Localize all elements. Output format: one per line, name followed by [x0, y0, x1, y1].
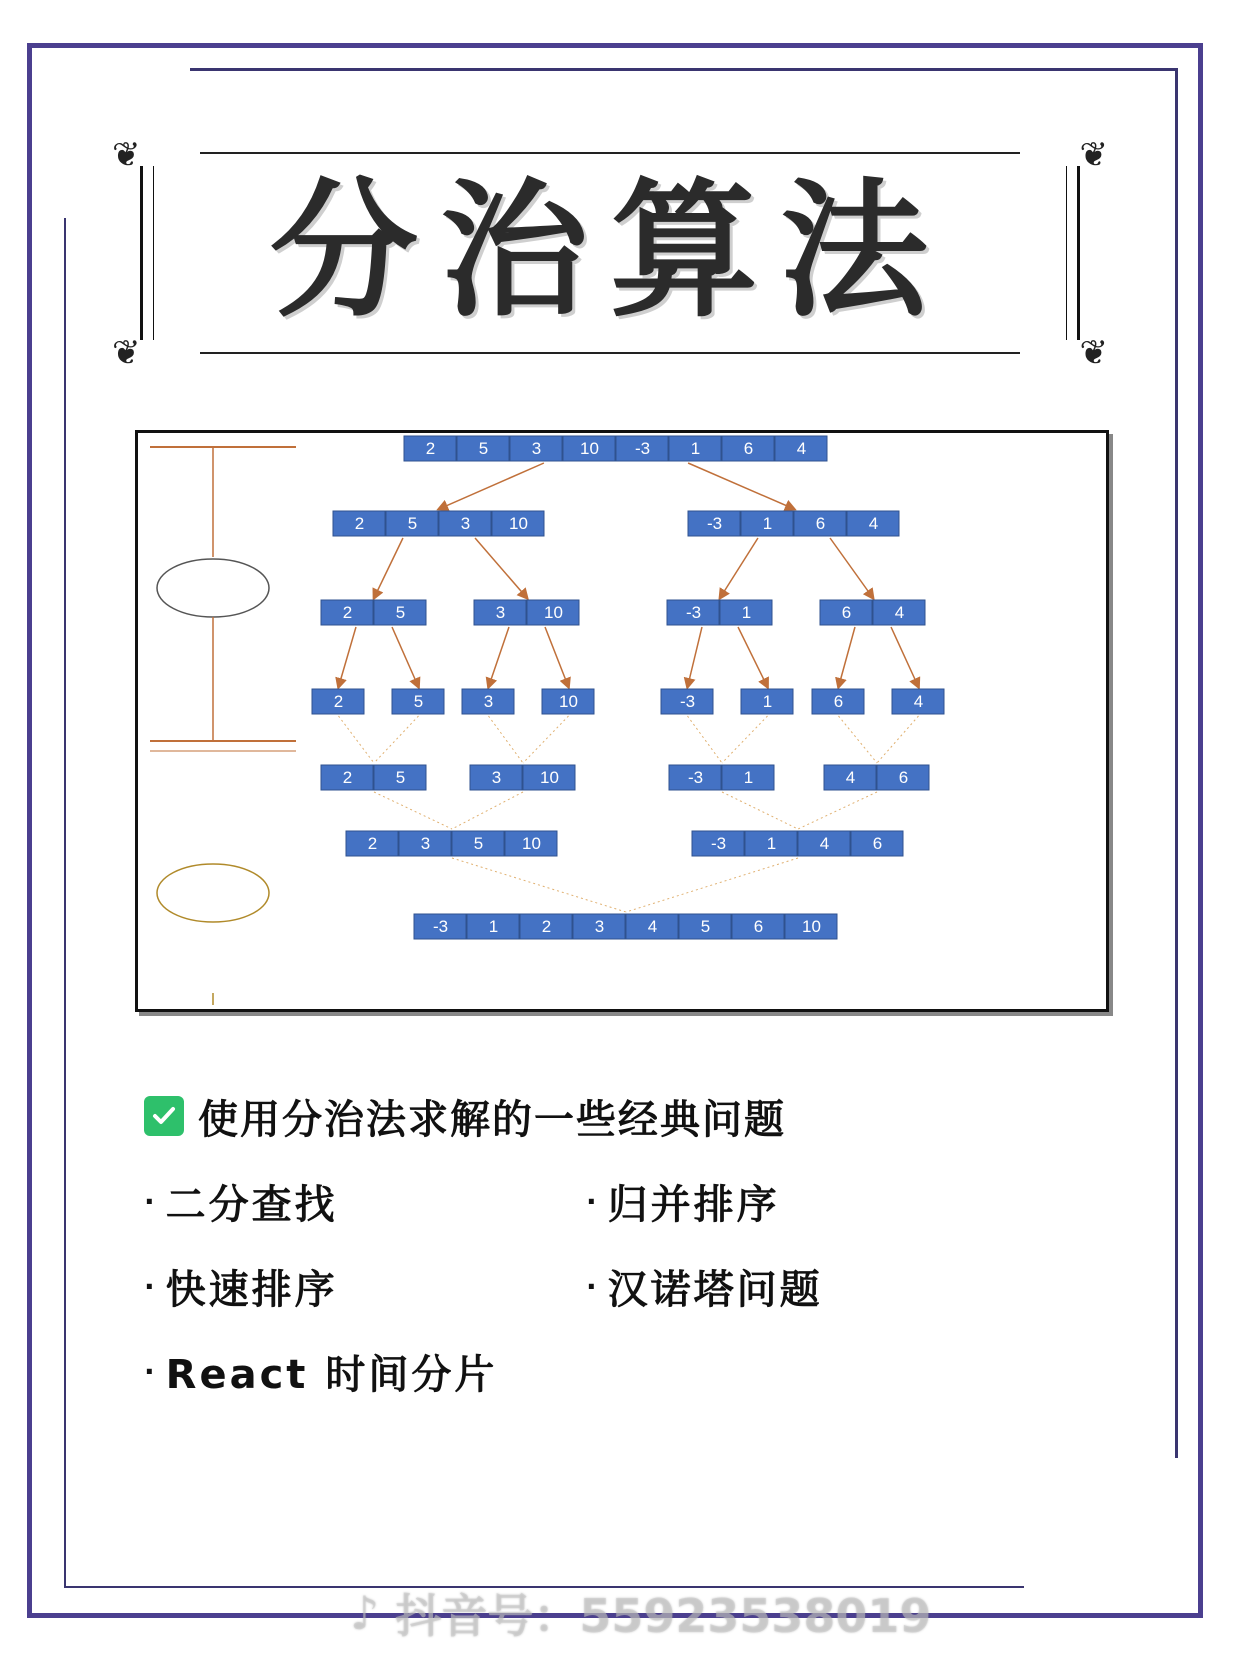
array-cell [510, 436, 562, 461]
merge-line [452, 858, 626, 912]
array-cell [404, 436, 456, 461]
array-cell [626, 914, 678, 939]
array-cell [563, 436, 615, 461]
section-heading [144, 1091, 786, 1141]
section-heading-text: 使用分治法求解的一些经典问题 [198, 1096, 786, 1143]
array-cell-value: 10 [544, 603, 563, 622]
merge-line [339, 716, 375, 763]
array-cell-value: 5 [473, 834, 484, 853]
array-cell-value: 10 [522, 834, 541, 853]
watermark [350, 1580, 931, 1646]
ornament-top-right-icon: ❦ [1079, 135, 1108, 175]
array-cell-value: 5 [478, 439, 489, 458]
array-cell-value: 3 [495, 603, 506, 622]
array-cell [616, 436, 668, 461]
array-cell-value: 1 [741, 603, 752, 622]
list-item: · 归并排序 [586, 1182, 780, 1228]
array-cell [452, 831, 504, 856]
array-cell-value: 2 [425, 439, 436, 458]
array-cell [679, 914, 731, 939]
array-cell [892, 689, 944, 714]
array-cell-value: 4 [647, 917, 658, 936]
merge-line [798, 792, 877, 829]
array-cell [669, 436, 721, 461]
merge-line [839, 716, 878, 763]
array-cell-value: -3 [634, 439, 651, 458]
array-cell-value: 10 [540, 768, 559, 787]
array-cell [798, 831, 850, 856]
array-cell [877, 765, 929, 790]
split-arrow [392, 627, 418, 687]
merge-line [877, 716, 919, 763]
music-note-icon: ♪ [350, 1586, 380, 1640]
array-cell [745, 831, 797, 856]
array-cell [346, 831, 398, 856]
merge-line [374, 716, 419, 763]
array-cell [392, 689, 444, 714]
array-cell [720, 600, 772, 625]
array-cell-value: 4 [913, 692, 924, 711]
array-cell [439, 511, 491, 536]
array-cell [505, 831, 557, 856]
array-cell [824, 765, 876, 790]
array-cell [333, 511, 385, 536]
array-cell [741, 689, 793, 714]
inner-frame-left-line [64, 218, 66, 1588]
array-cell-value: 5 [395, 603, 406, 622]
split-arrow [475, 538, 527, 598]
array-cell-value: 10 [559, 692, 578, 711]
array-cell-value: 1 [762, 514, 773, 533]
list-item: · 快速排序 [144, 1267, 338, 1313]
array-cell-value: 2 [342, 768, 353, 787]
split-arrow [830, 538, 873, 598]
ornament-top-left-icon: ❦ [112, 135, 141, 175]
array-cell-value: -3 [706, 514, 723, 533]
array-cell-value: 2 [367, 834, 378, 853]
array-cell-value: -3 [679, 692, 696, 711]
merge-line [374, 792, 452, 829]
plaque-bottom-line [200, 352, 1020, 354]
array-cell-value: -3 [685, 603, 702, 622]
array-cell-value: 1 [766, 834, 777, 853]
array-cell-value: -3 [710, 834, 727, 853]
inner-frame-right-line [1175, 68, 1178, 1458]
list-item: · React 时间分片 [144, 1352, 498, 1398]
array-cell [667, 600, 719, 625]
split-arrow [545, 627, 568, 687]
array-cell-value: 3 [594, 917, 605, 936]
array-cell-value: 6 [833, 692, 844, 711]
array-cell-value: 2 [354, 514, 365, 533]
array-cell [462, 689, 514, 714]
checkmark-icon [144, 1096, 184, 1136]
array-cell [312, 689, 364, 714]
array-cell-value: -3 [432, 917, 449, 936]
split-arrow [720, 538, 758, 598]
merge-line [452, 792, 523, 829]
left-ref-ellipse-2 [157, 864, 269, 922]
array-cell [474, 600, 526, 625]
array-cell [374, 765, 426, 790]
array-cell [527, 600, 579, 625]
merge-line [688, 716, 723, 763]
array-cell-value: 2 [342, 603, 353, 622]
array-cell-value: 6 [841, 603, 852, 622]
split-arrow [688, 463, 794, 509]
array-cell-value: 5 [407, 514, 418, 533]
split-arrow [339, 627, 356, 687]
array-cell-value: 10 [509, 514, 528, 533]
array-cell-value: 1 [488, 917, 499, 936]
merge-line [722, 792, 798, 829]
array-cell [812, 689, 864, 714]
array-cell-value: 10 [580, 439, 599, 458]
array-cell [520, 914, 572, 939]
split-arrow [688, 627, 702, 687]
array-cell [873, 600, 925, 625]
diagram-canvas [138, 433, 1106, 1009]
array-cell [688, 511, 740, 536]
array-cell [399, 831, 451, 856]
list-item: · 汉诺塔问题 [586, 1267, 823, 1313]
array-cell-value: 4 [845, 768, 856, 787]
array-cell-value: 4 [819, 834, 830, 853]
array-cell-value: -3 [687, 768, 704, 787]
array-cell [661, 689, 713, 714]
array-cell-value: 1 [762, 692, 773, 711]
merge-line [523, 716, 569, 763]
array-cell [414, 914, 466, 939]
array-cell [470, 765, 522, 790]
merge-sort-diagram [135, 430, 1109, 1012]
array-cell-value: 3 [483, 692, 494, 711]
array-cell [692, 831, 744, 856]
left-ref-ellipse-1 [157, 559, 269, 617]
split-arrow [439, 463, 544, 509]
merge-line [626, 858, 798, 912]
array-cell-value: 3 [420, 834, 431, 853]
array-cell [542, 689, 594, 714]
array-cell-value: 2 [333, 692, 344, 711]
array-cell [775, 436, 827, 461]
array-cell-value: 4 [796, 439, 807, 458]
array-cell [851, 831, 903, 856]
array-cell-value: 5 [413, 692, 424, 711]
array-cell [847, 511, 899, 536]
array-cell-value: 10 [802, 917, 821, 936]
array-cell [492, 511, 544, 536]
array-cell-value: 6 [898, 768, 909, 787]
array-cell [669, 765, 721, 790]
array-cell-value: 4 [894, 603, 905, 622]
array-cell-value: 6 [743, 439, 754, 458]
array-cell [820, 600, 872, 625]
plaque-top-line [200, 152, 1020, 154]
title-plaque [112, 135, 1108, 373]
array-cell [794, 511, 846, 536]
list-item: · 二分查找 [144, 1182, 338, 1228]
array-cell-value: 3 [460, 514, 471, 533]
array-cell-value: 5 [395, 768, 406, 787]
split-arrow [374, 538, 403, 598]
array-cell-value: 3 [491, 768, 502, 787]
merge-line [722, 716, 768, 763]
inner-frame-top-line [190, 68, 1177, 71]
split-arrow [489, 627, 509, 687]
array-cell-value: 1 [690, 439, 701, 458]
array-cell [374, 600, 426, 625]
array-cell-value: 1 [743, 768, 754, 787]
array-cell [722, 765, 774, 790]
array-cell-value: 6 [815, 514, 826, 533]
array-cell-value: 3 [531, 439, 542, 458]
ornament-bottom-left-icon: ❦ [112, 333, 141, 373]
array-cell [785, 914, 837, 939]
array-cell [722, 436, 774, 461]
split-arrow [891, 627, 918, 687]
array-cell [573, 914, 625, 939]
array-cell [321, 600, 373, 625]
array-cell [523, 765, 575, 790]
split-arrow [738, 627, 767, 687]
array-cell [386, 511, 438, 536]
array-cell [321, 765, 373, 790]
array-cell [732, 914, 784, 939]
watermark-text: 抖音号：55923538019 [395, 1589, 932, 1643]
array-cell-value: 2 [541, 917, 552, 936]
merge-line [489, 716, 524, 763]
ornament-bottom-right-icon: ❦ [1079, 333, 1108, 373]
array-cell [741, 511, 793, 536]
array-cell-value: 6 [872, 834, 883, 853]
array-cell [457, 436, 509, 461]
page-title: 分治算法 [270, 165, 950, 337]
array-cell-value: 6 [753, 917, 764, 936]
array-cell-value: 5 [700, 917, 711, 936]
split-arrow [839, 627, 855, 687]
array-cell [467, 914, 519, 939]
array-cell-value: 4 [868, 514, 879, 533]
